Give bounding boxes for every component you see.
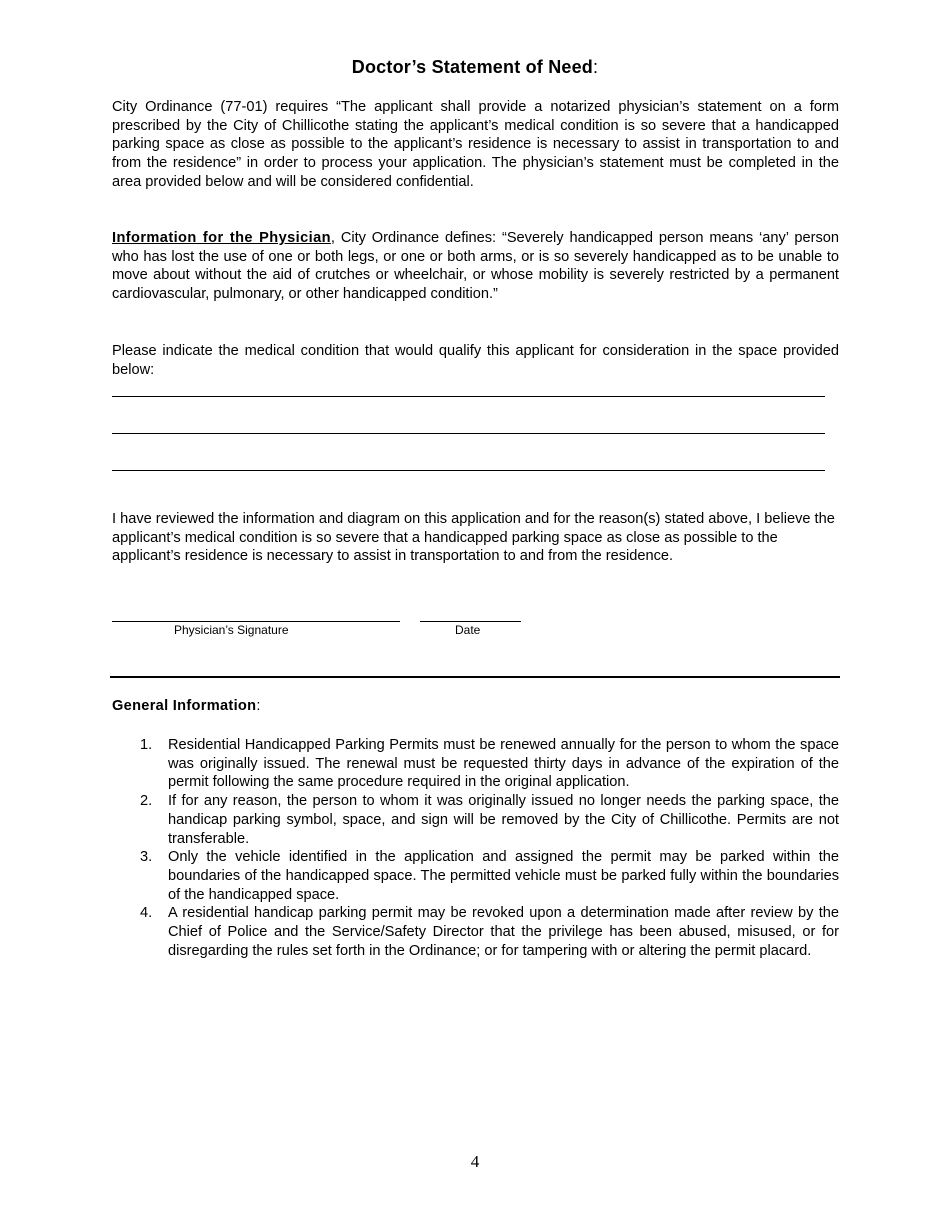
intro-paragraph: City Ordinance (77-01) requires “The applicant shall provide a notarized physician’s statement on a form prescribed by the City of Chillicothe stating the applicant’s medical condition is so severe that a handicapped parking space as close as possible to the applicant’s residence is necessary to assist in transportation to and from the residence” in order to process your application. The physician’s statement must be completed in the area provided below and will be considered confidential. [112, 99, 839, 190]
condition-line-3[interactable] [112, 470, 825, 471]
list-item: 3. Only the vehicle identified in the application and assigned the permit may be parked within the boundaries of the handicapped space. The permitted vehicle must be parked fully within the boundaries of the handicapped space. [140, 849, 839, 903]
list-item: 4. A residential handicap parking permit may be revoked upon a determination made after review by the Chief of Police and the Service/Safety Director that the privilege has been abused, misused, or for disregarding the rules set forth in the Ordinance; or for tampering with or altering the permit placard. [140, 905, 839, 959]
certification-paragraph: I have reviewed the information and diagram on this application and for the reason(s) stated above, I believe the applicant’s medical condition is so severe that a handicapped parking space as close as possible to the applicant’s residence is necessary to assist in transportation to and from the residence. [112, 511, 835, 565]
condition-line-2[interactable] [112, 433, 825, 434]
physician-info-paragraph: Information for the Physician, City Ordinance defines: “Severely handicapped person means ‘any’ person who has lost the use of one or both legs, or one or both arms, or is so severely handicapped as to be unable to move about without the aid of crutches or wheelchair, or whose mobility is severely restricted by a permanent cardiovascular, pulmonary, or other handicapped condition.” [112, 230, 839, 303]
list-item: 1. Residential Handicapped Parking Permits must be renewed annually for the person to whom the space was originally issued. The renewal must be requested thirty days in advance of the expiration of the permit following the same procedure required in the original application. [140, 737, 839, 791]
signature-label: Physician’s Signature [174, 623, 289, 637]
page-title: Doctor’s Statement of Need: [351, 57, 599, 77]
condition-line-1[interactable] [112, 396, 825, 397]
general-info-heading: General Information: [112, 698, 261, 714]
page-number: 4 [470, 1152, 480, 1171]
date-line[interactable] [420, 621, 521, 622]
general-info-list [112, 736, 839, 960]
condition-prompt: Please indicate the medical condition that would qualify this applicant for consideration in the space provided below: [112, 343, 839, 378]
physician-info-label: Information for the Physician [112, 230, 331, 246]
signature-line[interactable] [112, 621, 400, 622]
section-divider [110, 676, 840, 678]
date-label: Date [455, 623, 481, 637]
list-item: 2. If for any reason, the person to whom it was originally issued no longer needs the parking space, the handicap parking symbol, space, and sign will be removed by the City of Chillicothe. Permits are not transferable. [140, 793, 839, 847]
